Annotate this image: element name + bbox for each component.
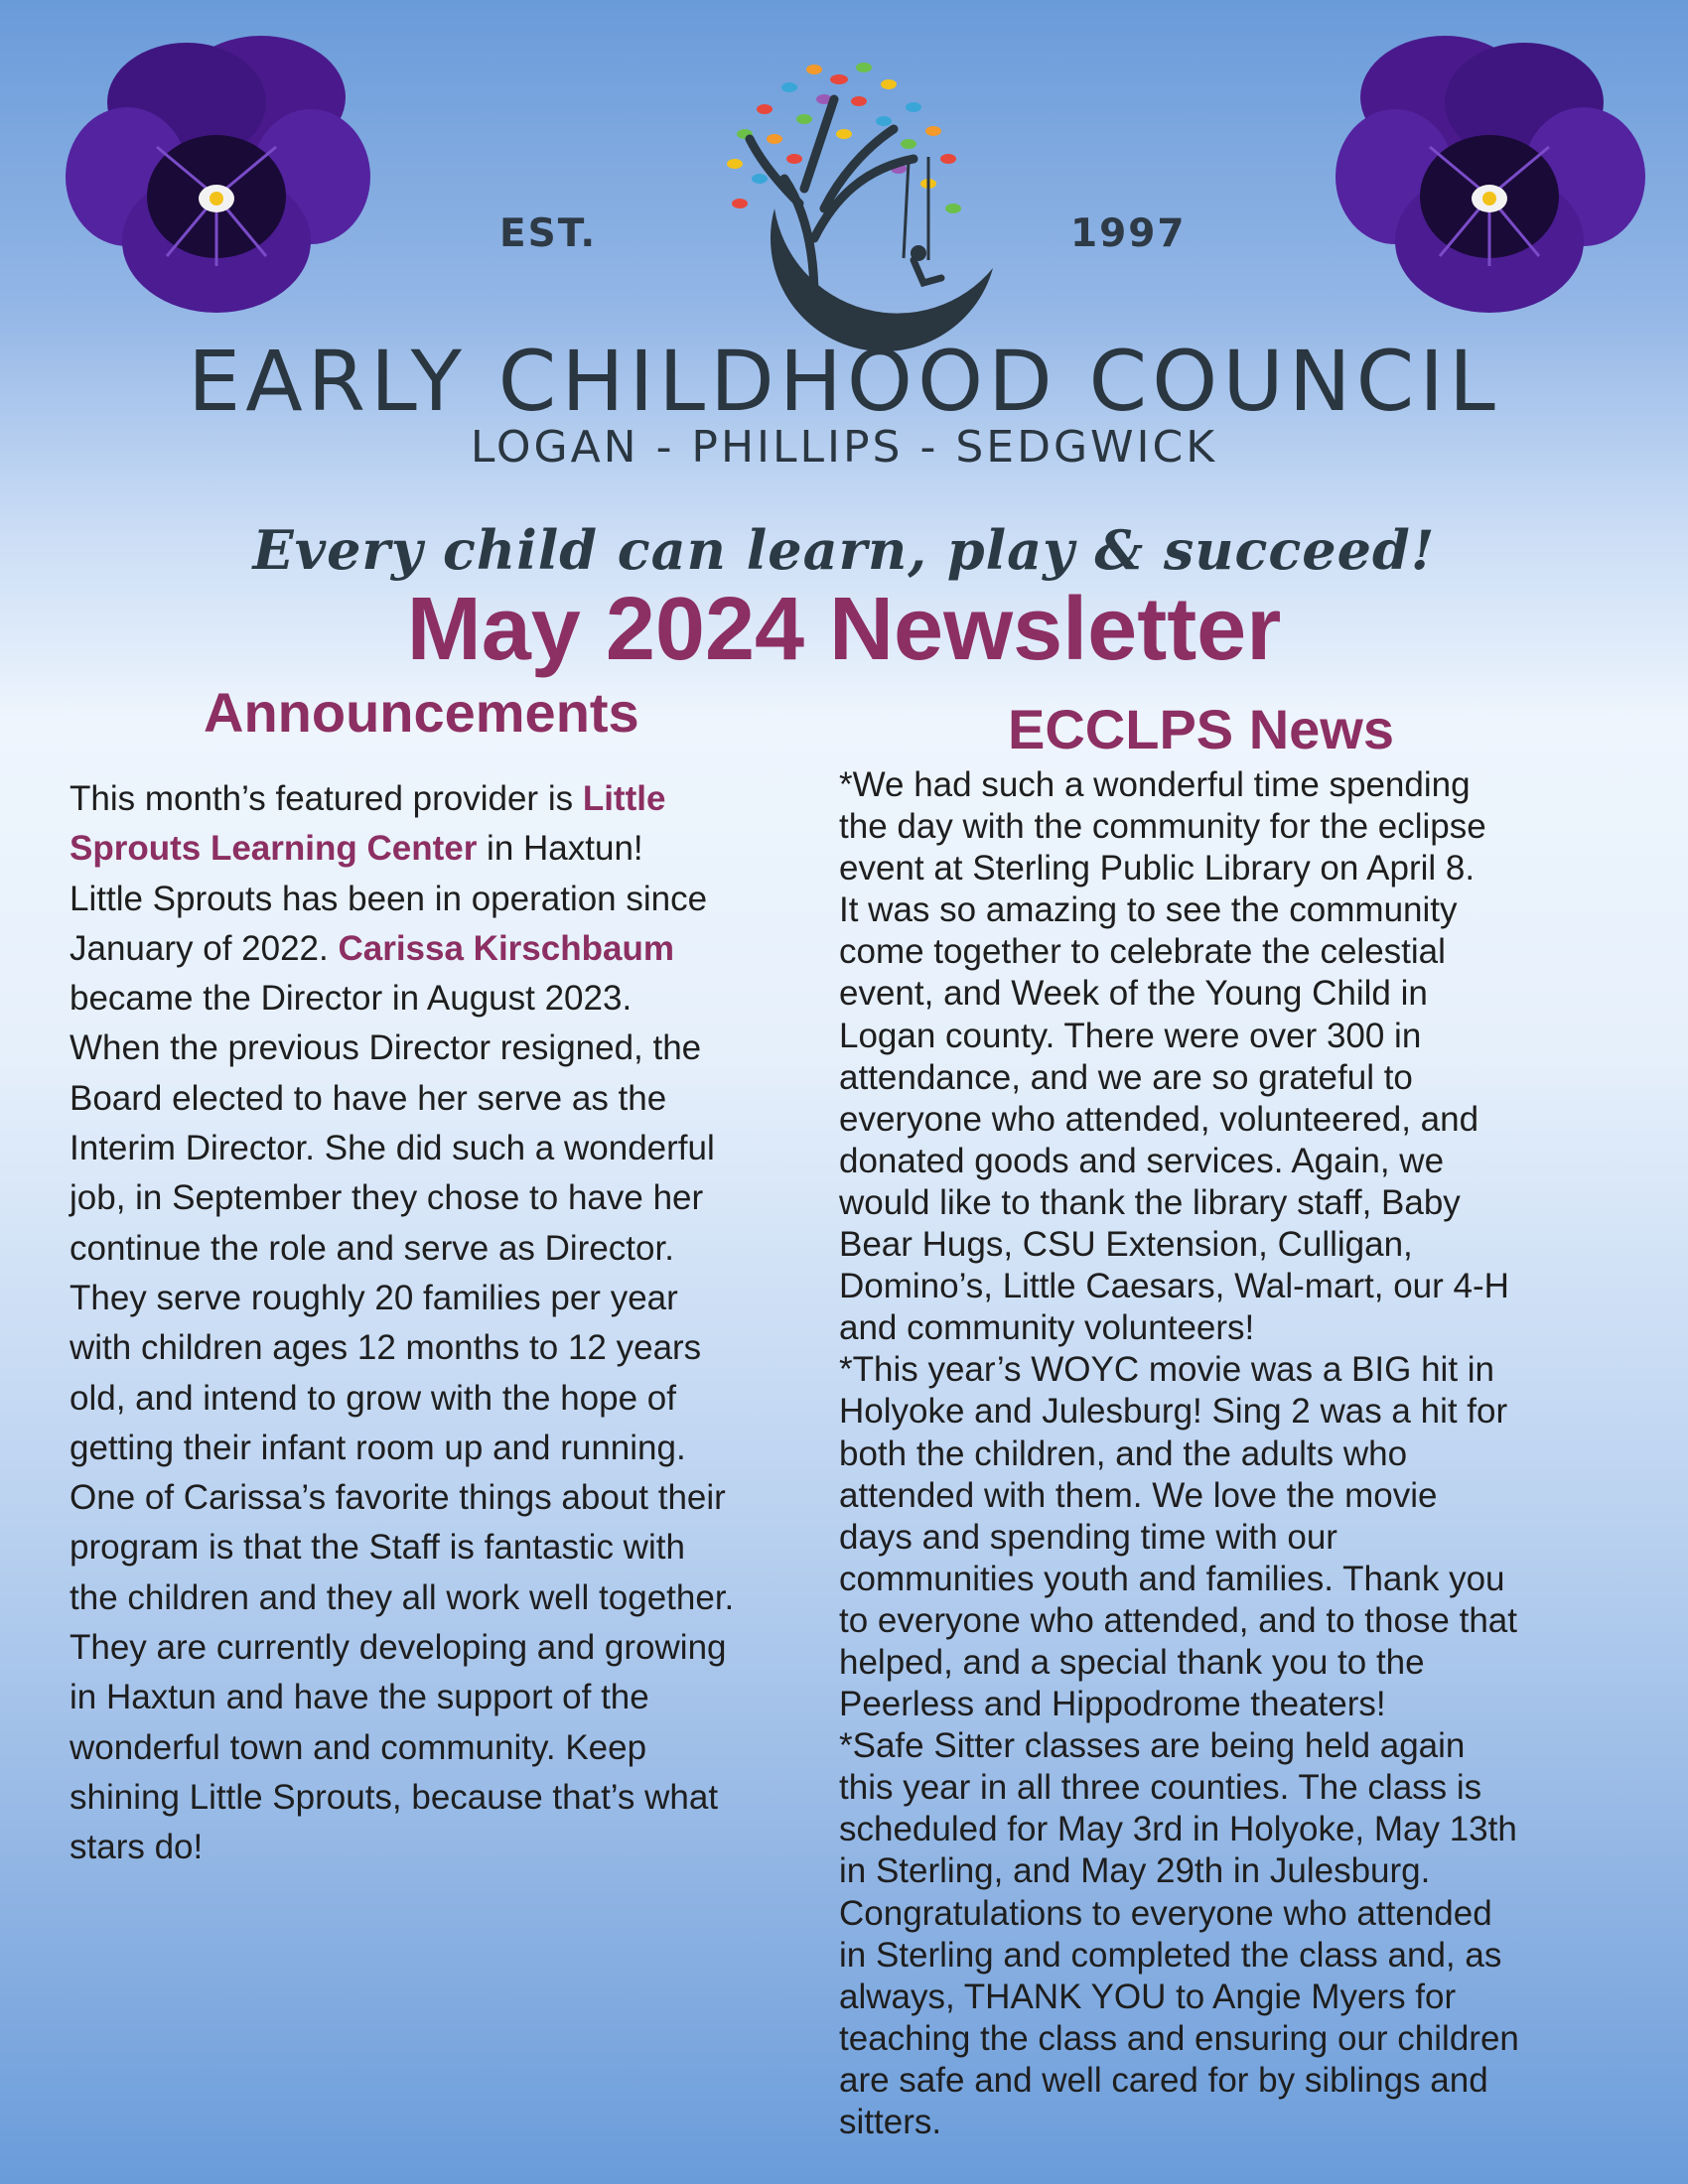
news-line: *Safe Sitter classes are being held again	[839, 1726, 1466, 1766]
director-name: Carissa Kirschbaum	[338, 928, 674, 968]
announcement-line: program is that the Staff is fantastic with	[70, 1528, 685, 1568]
organization-name: EARLY CHILDHOOD COUNCIL	[188, 333, 1500, 430]
announcement-line: continue the role and serve as Director.	[70, 1228, 674, 1268]
announcement-line: old, and intend to grow with the hope of	[70, 1378, 676, 1418]
announcement-line: Little Sprouts has been in operation since	[70, 879, 708, 918]
tree-swing-logo-icon	[665, 40, 1013, 357]
pansy-flower-left-icon	[58, 28, 375, 326]
news-line: *This year’s WOYC movie was a BIG hit in	[839, 1350, 1495, 1390]
announcement-line: shining Little Sprouts, because that’s what	[70, 1777, 719, 1817]
announcement-line: They are currently developing and growing	[70, 1628, 727, 1668]
news-line: attended with them. We love the movie	[839, 1475, 1438, 1515]
announcement-line: job, in September they chose to have her	[70, 1178, 704, 1218]
tagline: Every child can learn, play & succeed!	[252, 518, 1436, 582]
news-line: come together to celebrate the celestial	[839, 932, 1446, 972]
news-line: It was so amazing to see the community	[839, 890, 1458, 930]
news-line: sitters.	[839, 2103, 942, 2141]
news-line: event at Sterling Public Library on April 8.	[839, 849, 1476, 888]
news-line: attendance, and we are so grateful to	[839, 1057, 1413, 1097]
announcement-line: When the previous Director resigned, the	[70, 1028, 702, 1068]
news-line: communities youth and families. Thank you	[839, 1559, 1505, 1598]
news-line: Peerless and Hippodrome theaters!	[839, 1685, 1386, 1724]
announcements-heading: Announcements	[204, 681, 639, 744]
news-line: both the children, and the adults who	[839, 1433, 1408, 1473]
news-line: event, and Week of the Young Child in	[839, 974, 1428, 1014]
organization-counties: LOGAN - PHILLIPS - SEDGWICK	[470, 422, 1218, 473]
news-line: are safe and well cared for by siblings and	[839, 2060, 1488, 2100]
newsletter-title: May 2024 Newsletter	[406, 580, 1282, 679]
featured-provider-link: Sprouts Learning Center	[70, 829, 478, 869]
featured-provider-link: Little	[582, 779, 666, 818]
announcement-line: the children and they all work well together.	[70, 1577, 735, 1617]
news-line: Logan county. There were over 300 in	[839, 1016, 1422, 1055]
announcement-line: They serve roughly 20 families per year	[70, 1278, 678, 1317]
announcement-line: with children ages 12 months to 12 years	[70, 1328, 702, 1368]
announcement-line: Interim Director. She did such a wonderful	[70, 1129, 715, 1168]
news-line: would like to thank the library staff, Baby	[839, 1182, 1461, 1222]
announcement-line: became the Director in August 2023.	[70, 979, 633, 1019]
news-line: Domino’s, Little Caesars, Wal-mart, our 4-H	[839, 1267, 1509, 1306]
news-line: always, THANK YOU to Angie Myers for	[839, 1977, 1457, 2016]
news-line: and community volunteers!	[839, 1308, 1255, 1348]
news-line: days and spending time with our	[839, 1517, 1337, 1557]
announcement-line: in Haxtun and have the support of the	[70, 1678, 649, 1717]
established-year: 1997	[1070, 211, 1187, 256]
ecclps-news-body	[839, 764, 1633, 2143]
announcement-line: This month’s featured provider is Little	[70, 779, 666, 818]
announcement-line: One of Carissa’s favorite things about their	[70, 1478, 726, 1518]
news-line: scheduled for May 3rd in Holyoke, May 13th	[839, 1810, 1517, 1849]
announcement-line: stars do!	[70, 1828, 204, 1867]
news-line: Holyoke and Julesburg! Sing 2 was a hit for	[839, 1392, 1508, 1432]
ecclps-news-heading: ECCLPS News	[1008, 698, 1394, 760]
news-line: teaching the class and ensuring our children	[839, 2018, 1519, 2058]
news-line: to everyone who attended, and to those that	[839, 1600, 1517, 1640]
established-label: EST.	[499, 211, 598, 256]
news-line: in Sterling and completed the class and, as	[839, 1935, 1502, 1975]
announcements-body	[70, 774, 824, 1873]
pansy-flower-right-icon	[1331, 28, 1648, 326]
announcement-line: January of 2022. Carissa Kirschbaum	[70, 928, 674, 968]
announcement-line: wonderful town and community. Keep	[70, 1727, 647, 1767]
news-line: everyone who attended, volunteered, and	[839, 1099, 1479, 1139]
news-line: this year in all three counties. The class is	[839, 1768, 1482, 1808]
news-line: Congratulations to everyone who attended	[839, 1893, 1492, 1933]
announcement-line: Board elected to have her serve as the	[70, 1078, 667, 1118]
news-line: in Sterling, and May 29th in Julesburg.	[839, 1851, 1431, 1891]
announcement-line: getting their infant room up and running.	[70, 1428, 686, 1467]
news-line: donated goods and services. Again, we	[839, 1141, 1445, 1180]
news-line: *We had such a wonderful time spending	[839, 765, 1471, 804]
news-line: the day with the community for the eclipse	[839, 807, 1486, 847]
news-line: Bear Hugs, CSU Extension, Culligan,	[839, 1225, 1413, 1265]
news-line: helped, and a special thank you to the	[839, 1642, 1425, 1682]
announcement-line: Sprouts Learning Center in Haxtun!	[70, 829, 643, 869]
